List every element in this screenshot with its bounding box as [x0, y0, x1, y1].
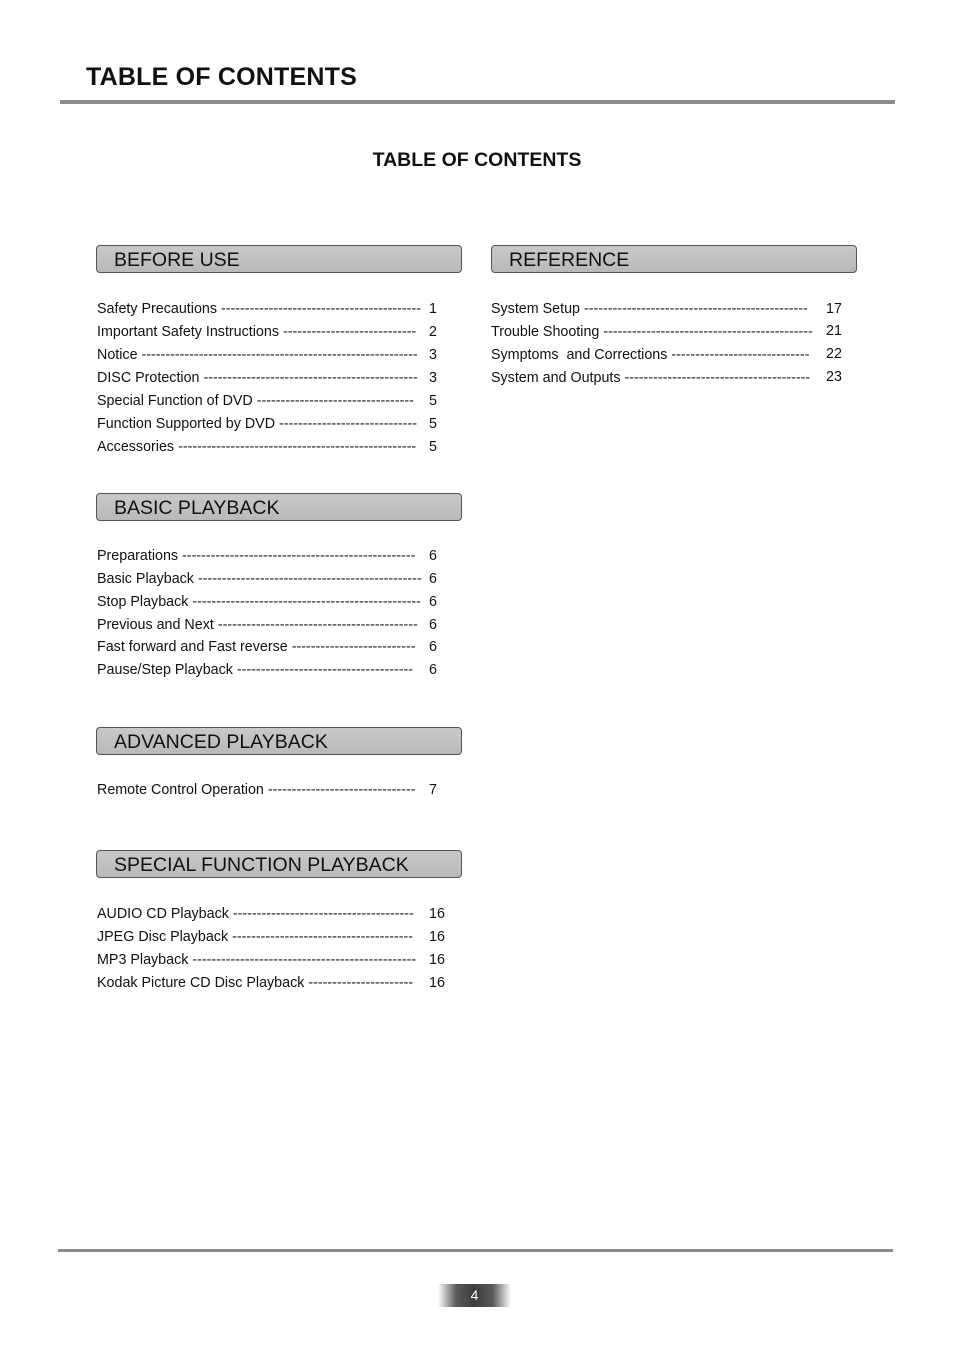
toc-entry[interactable]: Stop Playback ------------------------------------------------ — [97, 594, 421, 610]
section-title: REFERENCE — [509, 249, 630, 271]
toc-entry[interactable]: JPEG Disc Playback -------------------------------------- — [97, 929, 414, 945]
toc-entry[interactable]: Accessories -------------------------------------------------- — [97, 439, 417, 455]
toc-page-number: 6 — [429, 594, 437, 610]
toc-page-number: 7 — [429, 782, 437, 798]
toc-page-number: 17 — [826, 301, 842, 317]
toc-page-number: 22 — [826, 346, 842, 362]
section-header-advanced-playback — [96, 727, 462, 755]
toc-page-number: 6 — [429, 548, 437, 564]
toc-page-number: 1 — [429, 301, 437, 317]
toc-page-number: 6 — [429, 617, 437, 633]
toc-entry[interactable]: Safety Precautions ------------------------------------------ — [97, 301, 421, 317]
section-header-special-function-playback — [96, 850, 462, 878]
toc-page-number: 2 — [429, 324, 437, 340]
toc-page-number: 23 — [826, 369, 842, 385]
toc-page-number: 16 — [429, 952, 445, 968]
toc-entry[interactable]: Pause/Step Playback ------------------------------------- — [97, 662, 414, 678]
toc-page-number: 5 — [429, 393, 437, 409]
toc-page-number: 16 — [429, 906, 445, 922]
header-divider — [60, 100, 895, 104]
toc-entry[interactable]: Remote Control Operation ------------------------------- — [97, 782, 416, 798]
page-number: 4 — [470, 1287, 479, 1303]
toc-page-number: 3 — [429, 347, 437, 363]
toc-page-number: 6 — [429, 662, 437, 678]
page-header-title: TABLE OF CONTENTS — [86, 63, 357, 91]
toc-entry[interactable]: Trouble Shooting -------------------------------------------- — [491, 324, 813, 340]
toc-page-number: 3 — [429, 370, 437, 386]
toc-entry[interactable]: System Setup ----------------------------------------------- — [491, 301, 808, 317]
toc-entry[interactable]: System and Outputs --------------------------------------- — [491, 370, 811, 386]
toc-page-number: 16 — [429, 975, 445, 991]
toc-entry[interactable]: Symptoms and Corrections ----------------------------- — [491, 347, 810, 363]
section-title: BEFORE USE — [114, 249, 240, 271]
toc-page-number: 21 — [826, 323, 842, 339]
section-title: SPECIAL FUNCTION PLAYBACK — [114, 854, 409, 876]
toc-entry[interactable]: Kodak Picture CD Disc Playback ---------------------- — [97, 975, 414, 991]
section-header-before-use — [96, 245, 462, 273]
section-header-reference — [491, 245, 857, 273]
toc-entry[interactable]: Basic Playback ----------------------------------------------- — [97, 571, 422, 587]
toc-page-number: 6 — [429, 639, 437, 655]
footer-divider — [58, 1249, 893, 1252]
page-title: TABLE OF CONTENTS — [372, 149, 582, 171]
toc-entry[interactable]: Important Safety Instructions ---------------------------- — [97, 324, 417, 340]
toc-entry[interactable]: Notice ---------------------------------------------------------- — [97, 347, 418, 363]
page-number-tab — [438, 1284, 511, 1307]
toc-entry[interactable]: AUDIO CD Playback -------------------------------------- — [97, 906, 414, 922]
section-title: BASIC PLAYBACK — [114, 497, 280, 519]
toc-page-number: 6 — [429, 571, 437, 587]
toc-entry[interactable]: Special Function of DVD --------------------------------- — [97, 393, 414, 409]
toc-page-number: 5 — [429, 439, 437, 455]
section-header-basic-playback — [96, 493, 462, 521]
section-title: ADVANCED PLAYBACK — [114, 731, 328, 753]
toc-entry[interactable]: DISC Protection --------------------------------------------- — [97, 370, 418, 386]
toc-entry[interactable]: Previous and Next ------------------------------------------ — [97, 617, 418, 633]
toc-entry[interactable]: Preparations ------------------------------------------------- — [97, 548, 416, 564]
toc-entry[interactable]: Function Supported by DVD ----------------------------- — [97, 416, 418, 432]
toc-entry[interactable]: Fast forward and Fast reverse -------------------------- — [97, 639, 416, 655]
toc-entry[interactable]: MP3 Playback ----------------------------------------------- — [97, 952, 417, 968]
toc-page-number: 16 — [429, 929, 445, 945]
toc-page-number: 5 — [429, 416, 437, 432]
